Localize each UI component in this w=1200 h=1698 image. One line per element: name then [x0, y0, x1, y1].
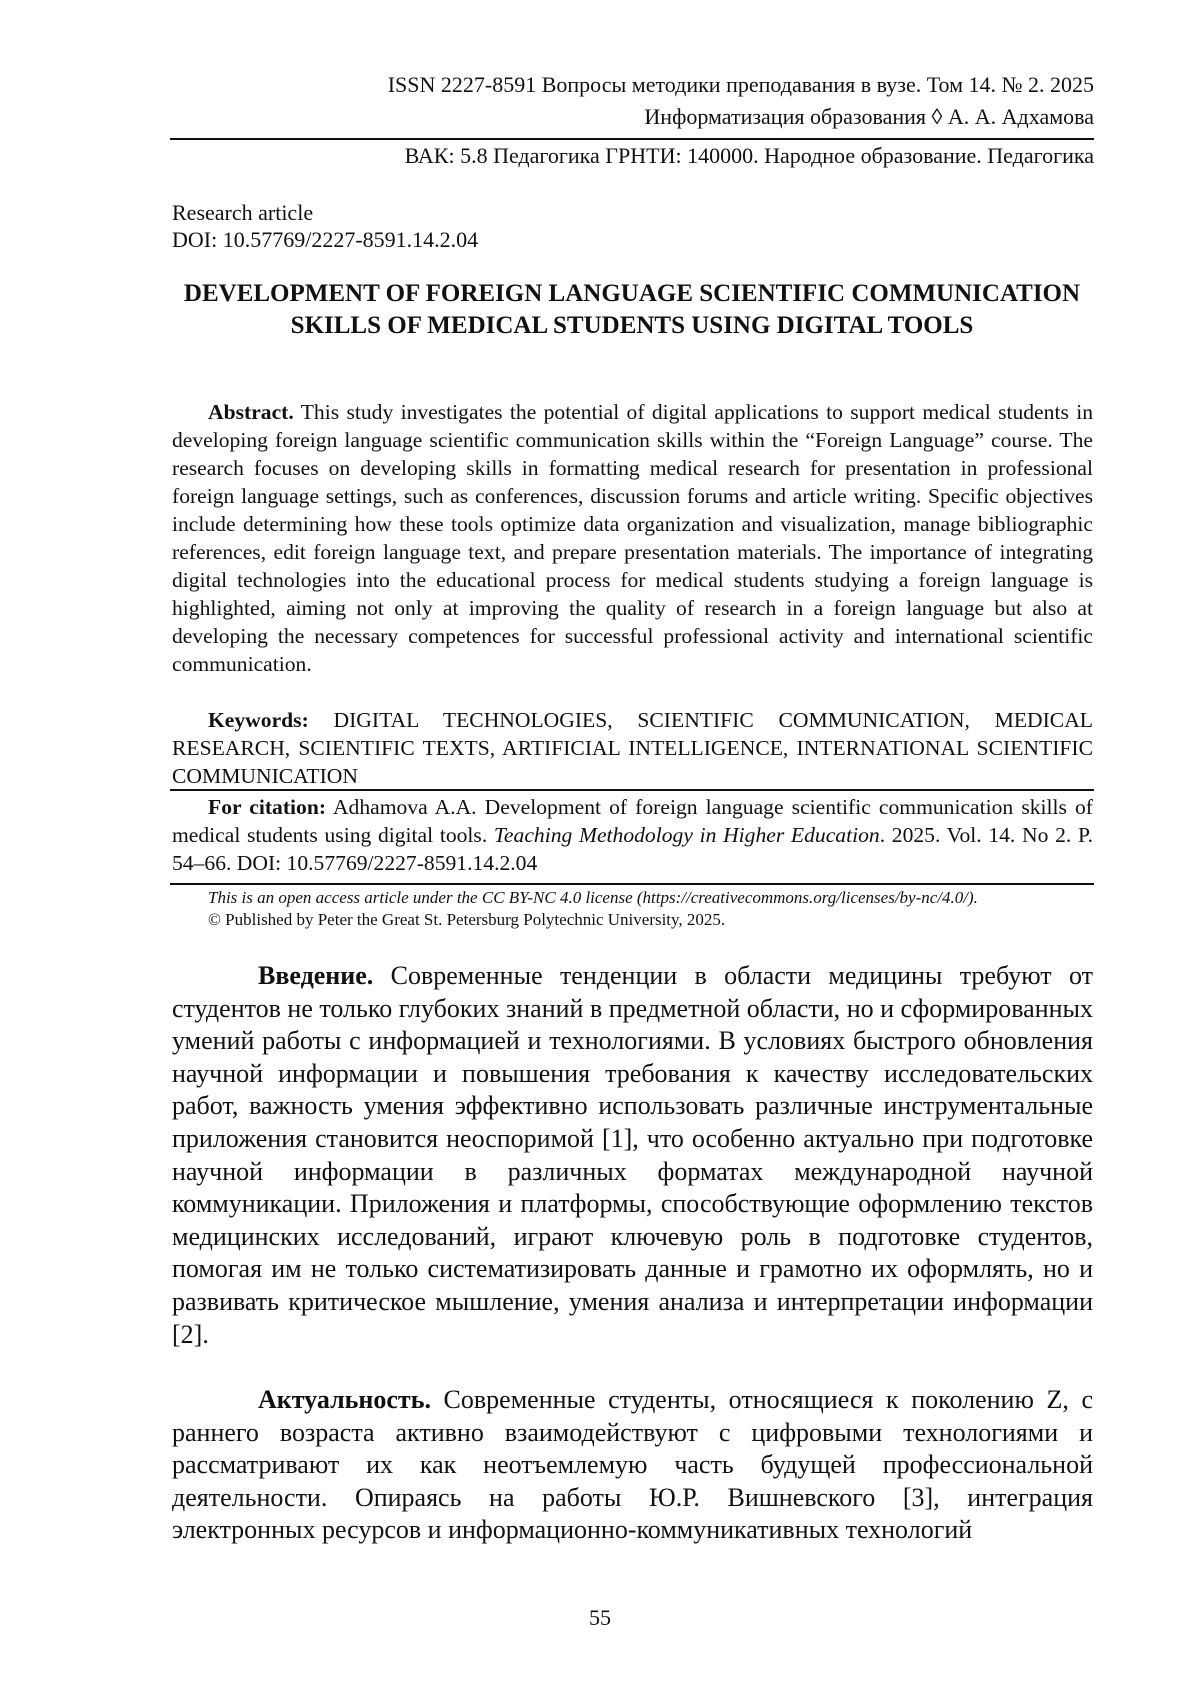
keywords-text: DIGITAL TECHNOLOGIES, SCIENTIFIC COMMUNICATION, MEDICAL RESEARCH, SCIENTIFIC TEXTS, ARTIFICIAL INTELLIGENCE, INTERNATIONAL SCIENTIFIC COMMUNICATION	[172, 708, 1093, 788]
article-type: Research article	[172, 200, 314, 225]
intro-label: Введение.	[258, 961, 374, 990]
page-number: 55	[589, 1605, 611, 1630]
citation-top-divider	[170, 789, 1094, 791]
citation-paragraph	[172, 793, 1093, 877]
abstract-text: This study investigates the potential of digital applications to support medical students in developing foreign language scientific communication skills within the “Foreign Language” course. The research focuses on developing skills in formatting medical research for presentation in professional foreign language settings, such as conferences, discussion forums and article writing. Specific objectives include determining how these tools optimize data organization and visualization, manage bibliographic references, edit foreign language text, and prepare presentation materials. The importance of integrating digital technologies into the educational process for medical students studying a foreign language is highlighted, aiming not only at improving the quality of research in a foreign language but also at developing the necessary competences for successful professional activity and international scientific communication.	[172, 400, 1093, 676]
relevance-paragraph	[172, 1384, 1093, 1547]
abstract-paragraph	[172, 398, 1093, 678]
license-notice: This is an open access article under the CC BY-NC 4.0 license (https://creativecommons.org/licenses/by-nc/4.0/).	[208, 888, 978, 907]
intro-paragraph	[172, 960, 1093, 1351]
citation-text-after: . 2025. Vol. 14. No 2. P. 54–66. DOI: 10.57769/2227-8591.14.2.04	[172, 823, 1093, 875]
publisher-notice: © Published by Peter the Great St. Petersburg Polytechnic University, 2025.	[208, 910, 726, 929]
relevance-text: Современные студенты, относящиеся к поколению Z, с раннего возраста активно взаимодействуют с цифровыми технологиями и рассматривают их как неотъемлемую часть будущей профессиональной деятельности. Опираясь на работы Ю.Р. Вишневского [3], интеграция электронных ресурсов и информационно-коммуникативных технологий	[172, 1385, 1093, 1545]
abstract-label: Abstract.	[208, 400, 294, 424]
intro-text: Современные тенденции в области медицины требуют от студентов не только глубоких знаний в предметной области, но и сформированных умений работы с информацией и технологиями. В условиях быстрого обновления научной информации и повышения требования к качеству исследовательских работ, важность умения эффективно использовать различные инструментальные приложения становится неоспоримой [1], что особенно актуально при подготовке научной информации в различных форматах международной научной коммуникации. Приложения и платформы, способствующие оформлению текстов медицинских исследований, играют ключевую роль в подготовке студентов, помогая им не только систематизировать данные и грамотно их оформлять, но и развивать критическое мышление, умения анализа и интерпретации информации [2].	[172, 961, 1093, 1349]
header-divider	[170, 138, 1094, 140]
running-header-journal: ISSN 2227-8591 Вопросы методики преподавания в вузе. Том 14. № 2. 2025	[387, 72, 1094, 97]
citation-journal: Teaching Methodology in Higher Education	[493, 823, 880, 847]
relevance-label: Актуальность.	[258, 1385, 431, 1414]
article-title: DEVELOPMENT OF FOREIGN LANGUAGE SCIENTIFIC COMMUNICATION SKILLS OF MEDICAL STUDENTS USING DIGITAL TOOLS	[183, 280, 1081, 339]
citation-label: For citation:	[208, 795, 327, 819]
running-header-classification: ВАК: 5.8 Педагогика ГРНТИ: 140000. Народное образование. Педагогика	[404, 143, 1094, 168]
keywords-label: Keywords:	[208, 708, 309, 732]
citation-bottom-divider	[170, 883, 1094, 885]
running-header-section: Информатизация образования ◊ А. А. Адхамова	[644, 104, 1094, 129]
article-doi: DOI: 10.57769/2227-8591.14.2.04	[172, 227, 479, 252]
keywords-paragraph	[172, 706, 1093, 790]
citation-text-before: Adhamova A.A. Development of foreign language scientific communication skills of medical students using digital tools.	[172, 795, 1093, 847]
